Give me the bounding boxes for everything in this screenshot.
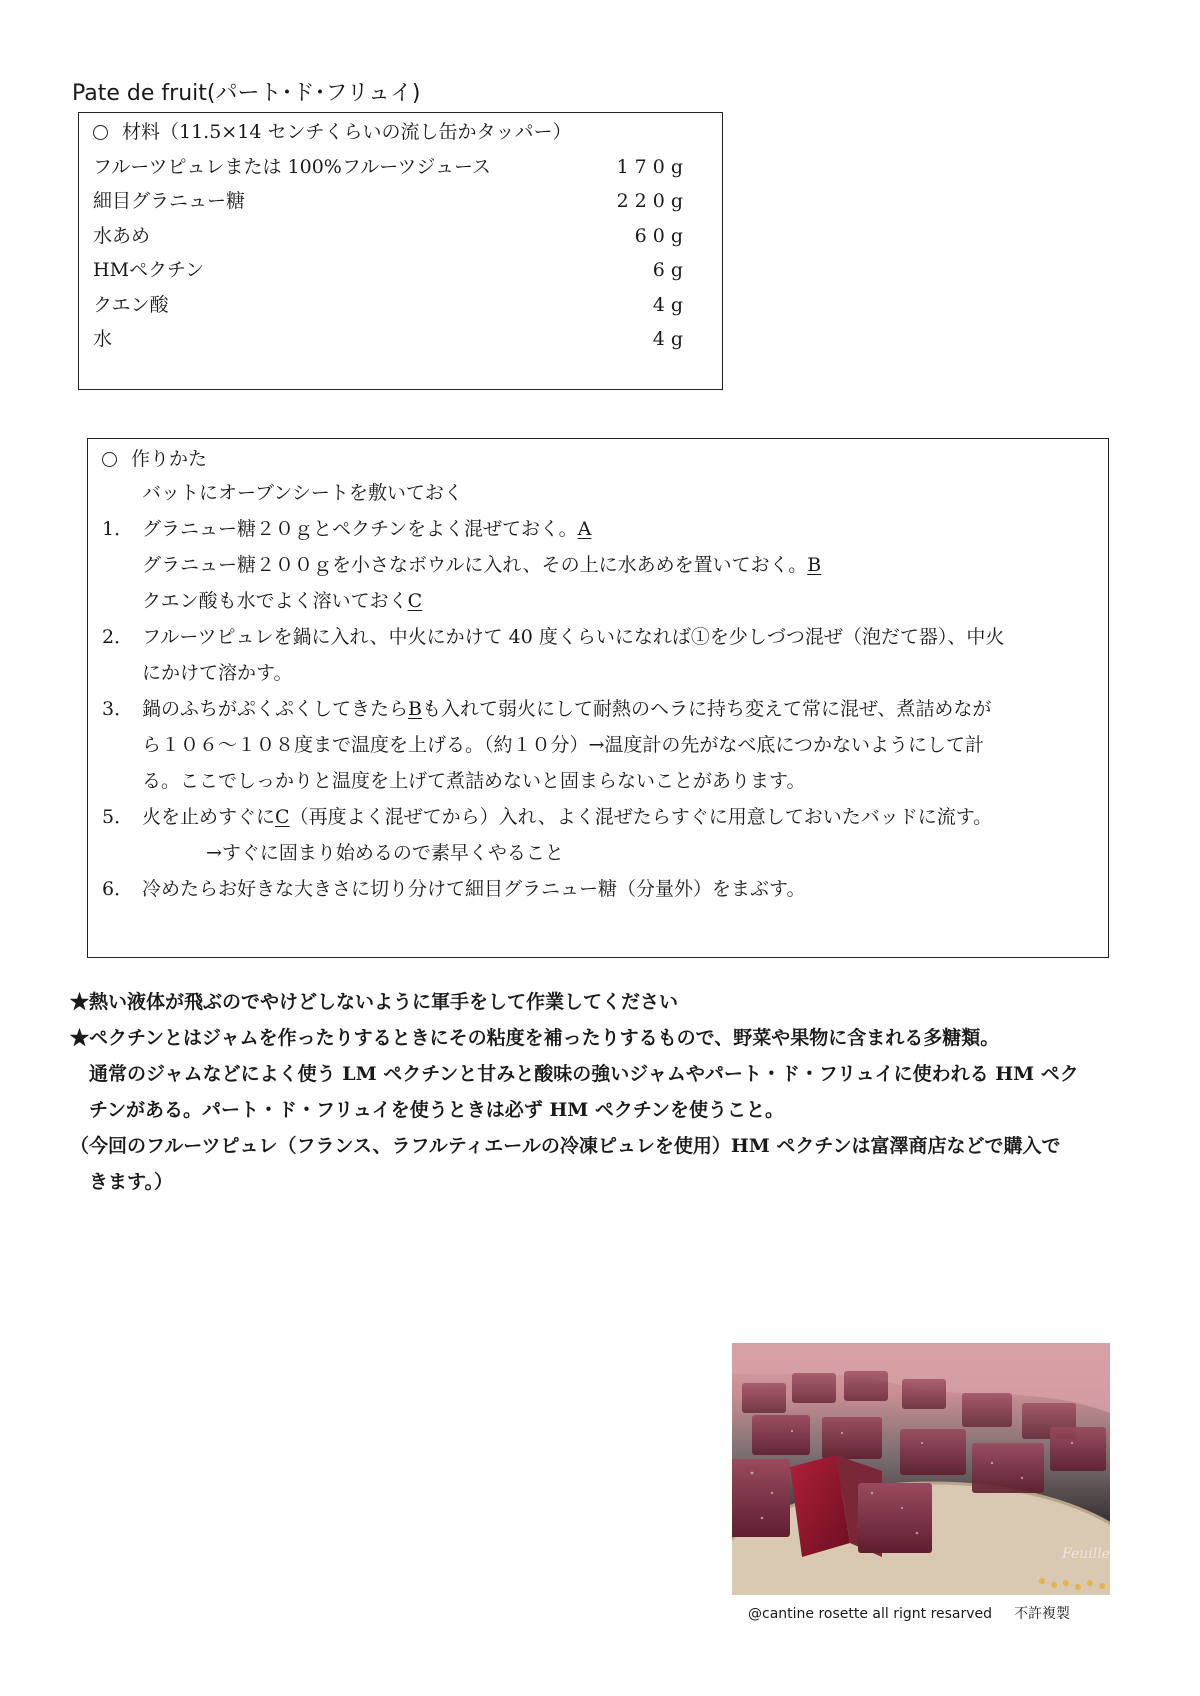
ingredient-amount: 4g [652, 328, 689, 350]
ingredient-name: HMペクチン [93, 259, 205, 281]
step-number: 6． [102, 878, 134, 900]
circle-bullet-icon [93, 125, 108, 140]
ingredients-heading [93, 120, 571, 144]
method-step-1b [142, 547, 821, 583]
step-mark: B [408, 698, 422, 720]
step-text: 冷めたらお好きな大きさに切り分けて細目グラニュー糖（分量外）をまぶす。 [142, 878, 806, 900]
step-text: グラニュー糖２００ｇを小さなボウルに入れ、その上に水あめを置いておく。 [142, 554, 808, 576]
ingredients-heading-text: 材料（11.5×14 センチくらいの流し缶かタッパー） [122, 121, 572, 143]
step-text: （再度よく混ぜてから）入れ、よく混ぜたらすぐに用意しておいたバッドに流す。 [289, 806, 993, 828]
method-box [87, 438, 1109, 958]
method-step-2-cont: にかけて溶かす。 [142, 662, 293, 684]
pate-de-fruit-photo [732, 1343, 1110, 1595]
photo-watermark: Feuille [1062, 1546, 1110, 1562]
step-number: 3． [102, 698, 134, 720]
note-line: きます。） [70, 1171, 173, 1193]
method-step-3 [102, 691, 991, 727]
recipe-title: Pate de fruit(パート･ド･フリュイ) [72, 81, 421, 106]
step-text: も入れて弱火にして耐熱のヘラに持ち変えて常に混ぜ、煮詰めなが [421, 698, 992, 720]
method-step-3-cont: ら１０６～１０８度まで温度を上げる。（約１０分）→温度計の先がなべ底につかないようにして計 [142, 734, 985, 756]
ingredient-name: 水 [93, 328, 113, 350]
step-mark: C [275, 806, 290, 828]
step-text: 火を止めすぐに [142, 806, 276, 828]
note-line: 通常のジャムなどによく使う LM ペクチンと甘みと酸味の強いジャムやパート・ド・フリュイに使われる HM ペク [70, 1063, 1079, 1085]
method-step-6 [102, 871, 805, 907]
note-line: ★熱い液体が飛ぶのでやけどしないように軍手をして作業してください [70, 991, 679, 1013]
method-step-1 [102, 511, 591, 547]
step-mark: C [407, 590, 423, 612]
note-line: （今回のフルーツピュレ（フランス、ラフルティエールの冷凍ピュレを使用）HM ペクチンは富澤商店などで購入で [70, 1135, 1061, 1157]
ingredient-amount: 60g [634, 225, 689, 247]
ingredient-amount: 6g [652, 259, 689, 281]
copyright-text: @cantine rosette all rignt resarved [748, 1606, 993, 1622]
ingredient-name: フルーツピュレまたは 100%フルーツジュース [93, 156, 491, 178]
method-step-5-cont: →すぐに固まり始めるので素早くやること [206, 842, 564, 864]
notes [70, 984, 1140, 1200]
step-text: グラニュー糖２０ｇとペクチンをよく混ぜておく。 [142, 518, 578, 540]
note-line: ★ペクチンとはジャムを作ったりするときにその粘度を補ったりするもので、野菜や果物に含まれる多糖類。 [70, 1027, 1000, 1049]
method-step-1c [142, 583, 422, 619]
step-number: 2． [102, 626, 134, 648]
method-step-5 [102, 799, 992, 835]
method-heading [102, 447, 207, 471]
ingredient-amount: 220g [616, 190, 689, 212]
circle-bullet-icon [102, 452, 117, 467]
step-mark: A [577, 518, 592, 540]
ingredient-name: クエン酸 [93, 294, 169, 316]
step-text: フルーツピュレを鍋に入れ、中火にかけて 40 度くらいになれば①を少しづつ混ぜ（泡だて器）、中火 [142, 626, 1005, 648]
method-heading-text: 作りかた [131, 448, 208, 470]
ingredient-name: 細目グラニュー糖 [93, 190, 246, 212]
pate-de-fruit-illustration [732, 1343, 1110, 1595]
method-step-3-cont: る。ここでしっかりと温度を上げて煮詰めないと固まらないことがあります。 [142, 770, 806, 792]
note-line: チンがある。パート・ド・フリュイを使うときは必ず HM ペクチンを使うこと。 [70, 1099, 784, 1121]
photo-caption [748, 1603, 1070, 1623]
no-reproduction-text: 不許複製 [1014, 1606, 1071, 1622]
ingredient-amount: 170g [616, 156, 689, 178]
ingredients-box [78, 112, 723, 390]
step-text: クエン酸も水でよく溶いておく [142, 590, 408, 612]
step-number: 5． [102, 806, 134, 828]
step-text: 鍋のふちがぷくぷくしてきたら [142, 698, 409, 720]
step-mark: B [807, 554, 822, 576]
method-step-2 [102, 619, 1004, 655]
ingredient-name: 水あめ [93, 225, 151, 247]
ingredient-amount: 4g [652, 294, 689, 316]
step-number: 1． [102, 518, 134, 540]
method-intro: バットにオーブンシートを敷いておく [142, 482, 463, 504]
